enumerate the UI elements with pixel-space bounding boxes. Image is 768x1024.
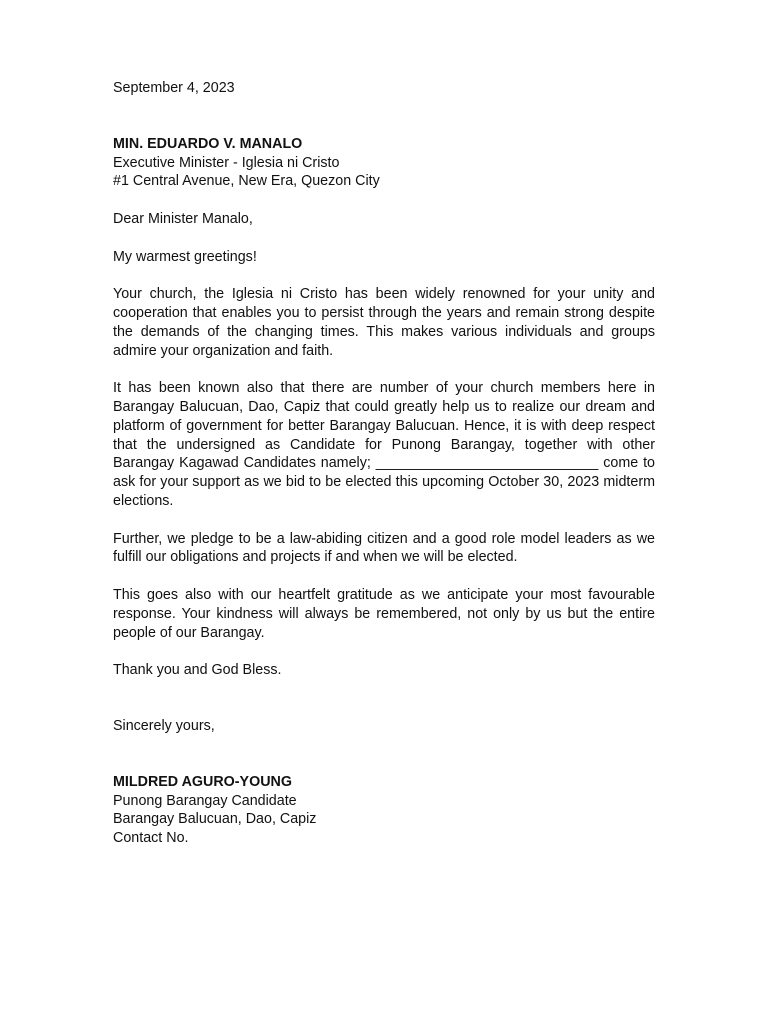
- signature-block: [113, 773, 655, 848]
- recipient-title: Executive Minister - Iglesia ni Cristo: [113, 154, 340, 171]
- body-paragraph-1: Your church, the Iglesia ni Cristo has been widely renowned for your unity and cooperation that enables you to persist through the years and remain strong despite the demands of the changing times. This makes various individuals and groups admire your organization and faith.: [113, 286, 655, 359]
- letter-date: September 4, 2023: [113, 80, 235, 96]
- body-paragraph-2: It has been known also that there are number of your church members here in Barangay Balucuan, Dao, Capiz that could greatly help us to realize our dream and platform of government for better Barangay Balucuan. Hence, it is with deep respect that the undersigned as Candidate for Punong Barangay, together with other Barangay Kagawad Candidates namely; ____________________________ come to ask for your support as we bid to be elected this upcoming October 30, 2023 midterm elections.: [113, 380, 655, 509]
- recipient-address: #1 Central Avenue, New Era, Quezon City: [113, 173, 380, 190]
- salutation: Dear Minister Manalo,: [113, 210, 253, 227]
- thanks-line: Thank you and God Bless.: [113, 662, 282, 679]
- closing-line: Sincerely yours,: [113, 717, 215, 734]
- signatory-address: Barangay Balucuan, Dao, Capiz: [113, 811, 317, 828]
- signatory-position: Punong Barangay Candidate: [113, 792, 297, 809]
- recipient-block: [113, 135, 655, 191]
- recipient-name: MIN. EDUARDO V. MANALO: [113, 135, 303, 152]
- signatory-name: MILDRED AGURO-YOUNG: [113, 773, 292, 790]
- greeting: My warmest greetings!: [113, 248, 257, 265]
- body-paragraph-4: This goes also with our heartfelt gratitude as we anticipate your most favourable response. Your kindness will always be remembered, not only by us but the entire people of our Barangay.: [113, 586, 655, 641]
- signatory-contact: Contact No.: [113, 830, 189, 847]
- letter-page: [113, 79, 655, 848]
- body-paragraph-3: Further, we pledge to be a law-abiding citizen and a good role model leaders as we fulfill our obligations and projects if and when we will be elected.: [113, 530, 655, 566]
